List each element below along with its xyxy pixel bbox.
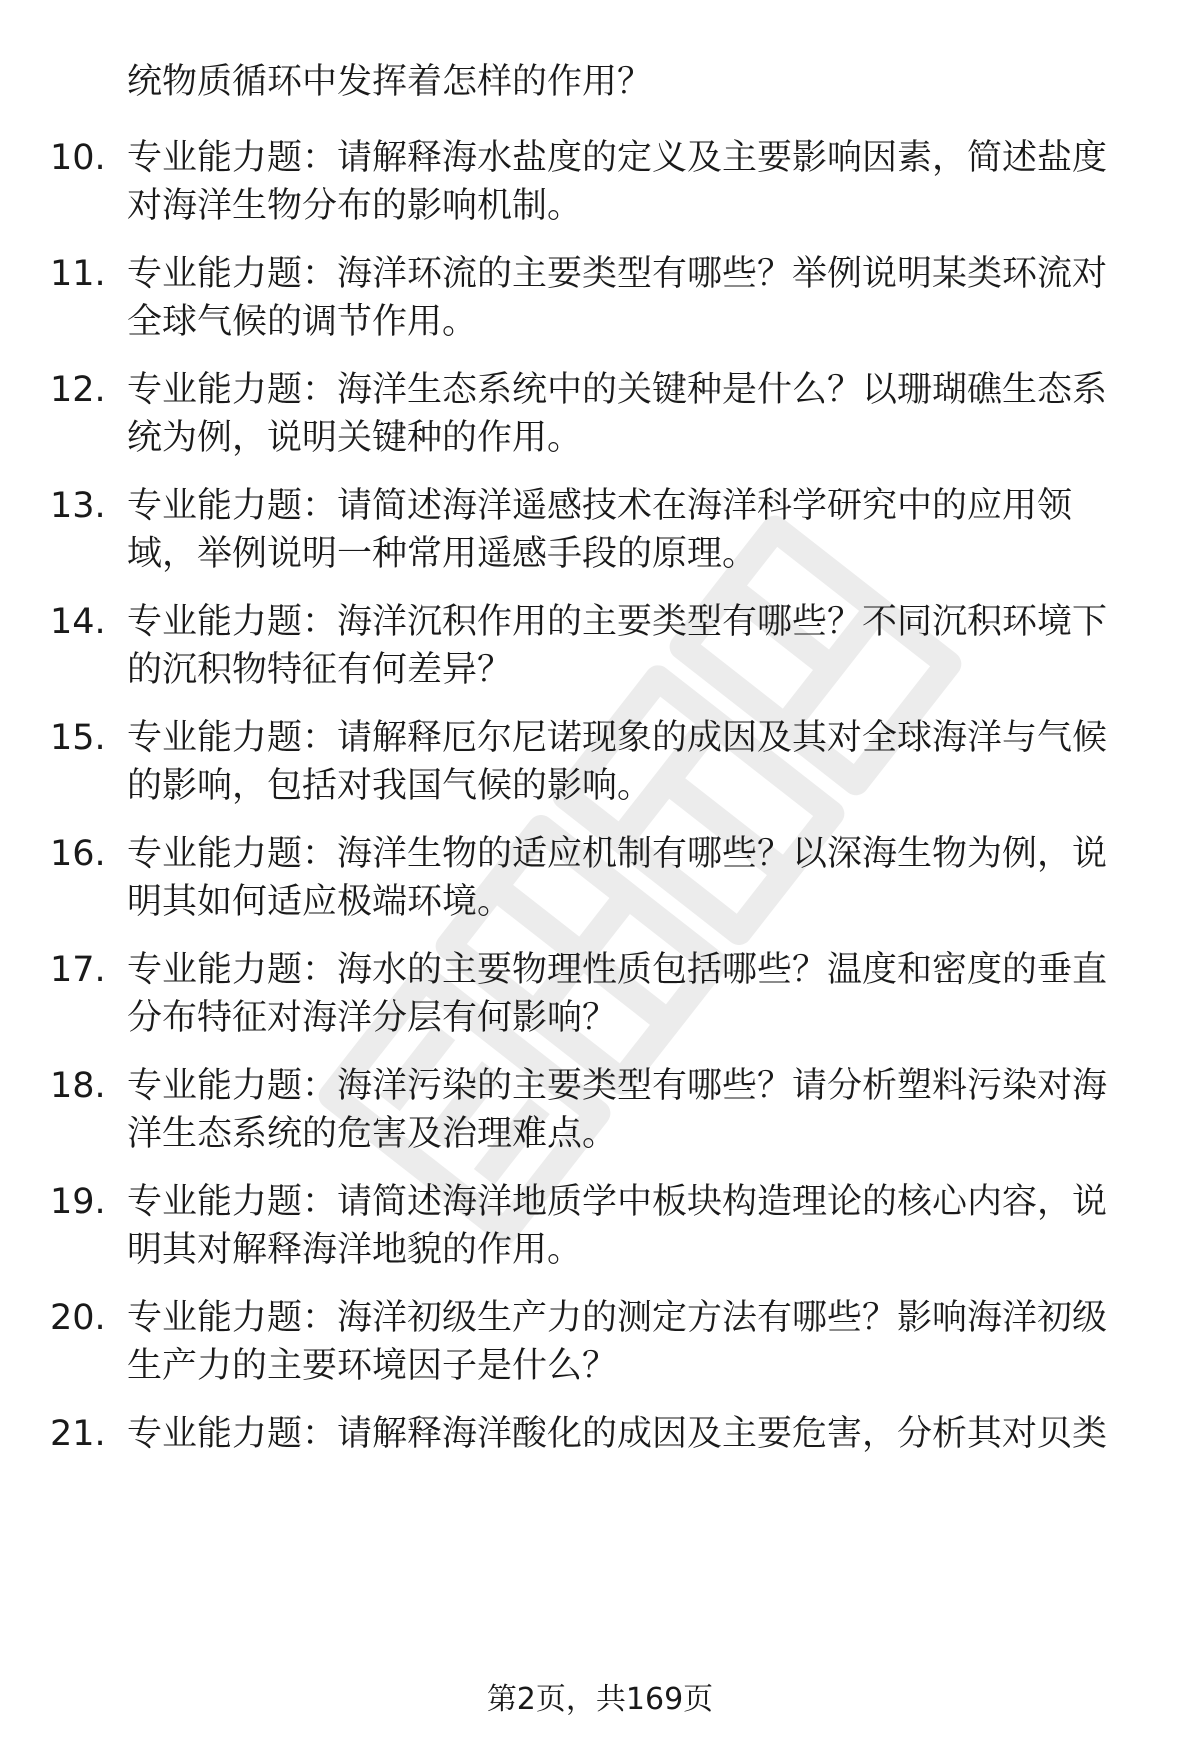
question-number: 13. (50, 486, 106, 526)
question-text-line1: 专业能力题：海洋环流的主要类型有哪些？举例说明某类环流对 (127, 254, 1108, 294)
question-number: 20. (50, 1298, 106, 1338)
question-number: 14. (50, 602, 106, 642)
question-number: 16. (50, 834, 106, 874)
question-text-line1: 专业能力题：请简述海洋遥感技术在海洋科学研究中的应用领 (127, 486, 1073, 526)
question-text-line1: 专业能力题：海洋污染的主要类型有哪些？请分析塑料污染对海 (127, 1066, 1108, 1106)
question-text-line1: 专业能力题：请解释厄尔尼诺现象的成因及其对全球海洋与气候 (127, 718, 1108, 758)
question-text-line2: 的影响，包括对我国气候的影响。 (127, 766, 653, 806)
question-text-line2: 洋生态系统的危害及治理难点。 (127, 1114, 618, 1154)
question-text-line1: 专业能力题：海洋生物的适应机制有哪些？以深海生物为例，说 (127, 834, 1108, 874)
question-text-line1: 专业能力题：海洋沉积作用的主要类型有哪些？不同沉积环境下 (127, 602, 1108, 642)
question-text-line1: 专业能力题：请解释海水盐度的定义及主要影响因素，简述盐度 (127, 138, 1108, 178)
question-text-line2: 对海洋生物分布的影响机制。 (127, 186, 583, 226)
question-text-line2: 全球气候的调节作用。 (127, 302, 478, 342)
question-text-line1: 专业能力题：海洋生态系统中的关键种是什么？以珊瑚礁生态系 (127, 370, 1108, 410)
page-footer: 第2页，共169页 (486, 1682, 714, 1717)
question-number: 11. (50, 254, 106, 294)
question-number: 19. (50, 1182, 106, 1222)
question-text-line2: 明其对解释海洋地貌的作用。 (127, 1230, 583, 1270)
question-number: 18. (50, 1066, 106, 1106)
continued-question-text: 统物质循环中发挥着怎样的作用？ (127, 62, 653, 102)
question-text-line2: 分布特征对海洋分层有何影响？ (127, 998, 618, 1038)
question-number: 10. (50, 138, 106, 178)
question-number: 17. (50, 950, 106, 990)
question-text-line1: 专业能力题：请解释海洋酸化的成因及主要危害，分析其对贝类 (127, 1414, 1108, 1454)
question-text-line1: 专业能力题：海水的主要物理性质包括哪些？温度和密度的垂直 (127, 950, 1108, 990)
question-text-line2: 的沉积物特征有何差异？ (127, 650, 513, 690)
question-text-line2: 统为例，说明关键种的作用。 (127, 418, 583, 458)
question-text-line2: 生产力的主要环境因子是什么？ (127, 1346, 618, 1386)
question-text-line2: 明其如何适应极端环境。 (127, 882, 513, 922)
question-number: 15. (50, 718, 106, 758)
question-text-line1: 专业能力题：请简述海洋地质学中板块构造理论的核心内容，说 (127, 1182, 1108, 1222)
question-text-line1: 专业能力题：海洋初级生产力的测定方法有哪些？影响海洋初级 (127, 1298, 1108, 1338)
question-text-line2: 域，举例说明一种常用遥感手段的原理。 (127, 534, 758, 574)
question-number: 21. (50, 1414, 106, 1454)
question-number: 12. (50, 370, 106, 410)
